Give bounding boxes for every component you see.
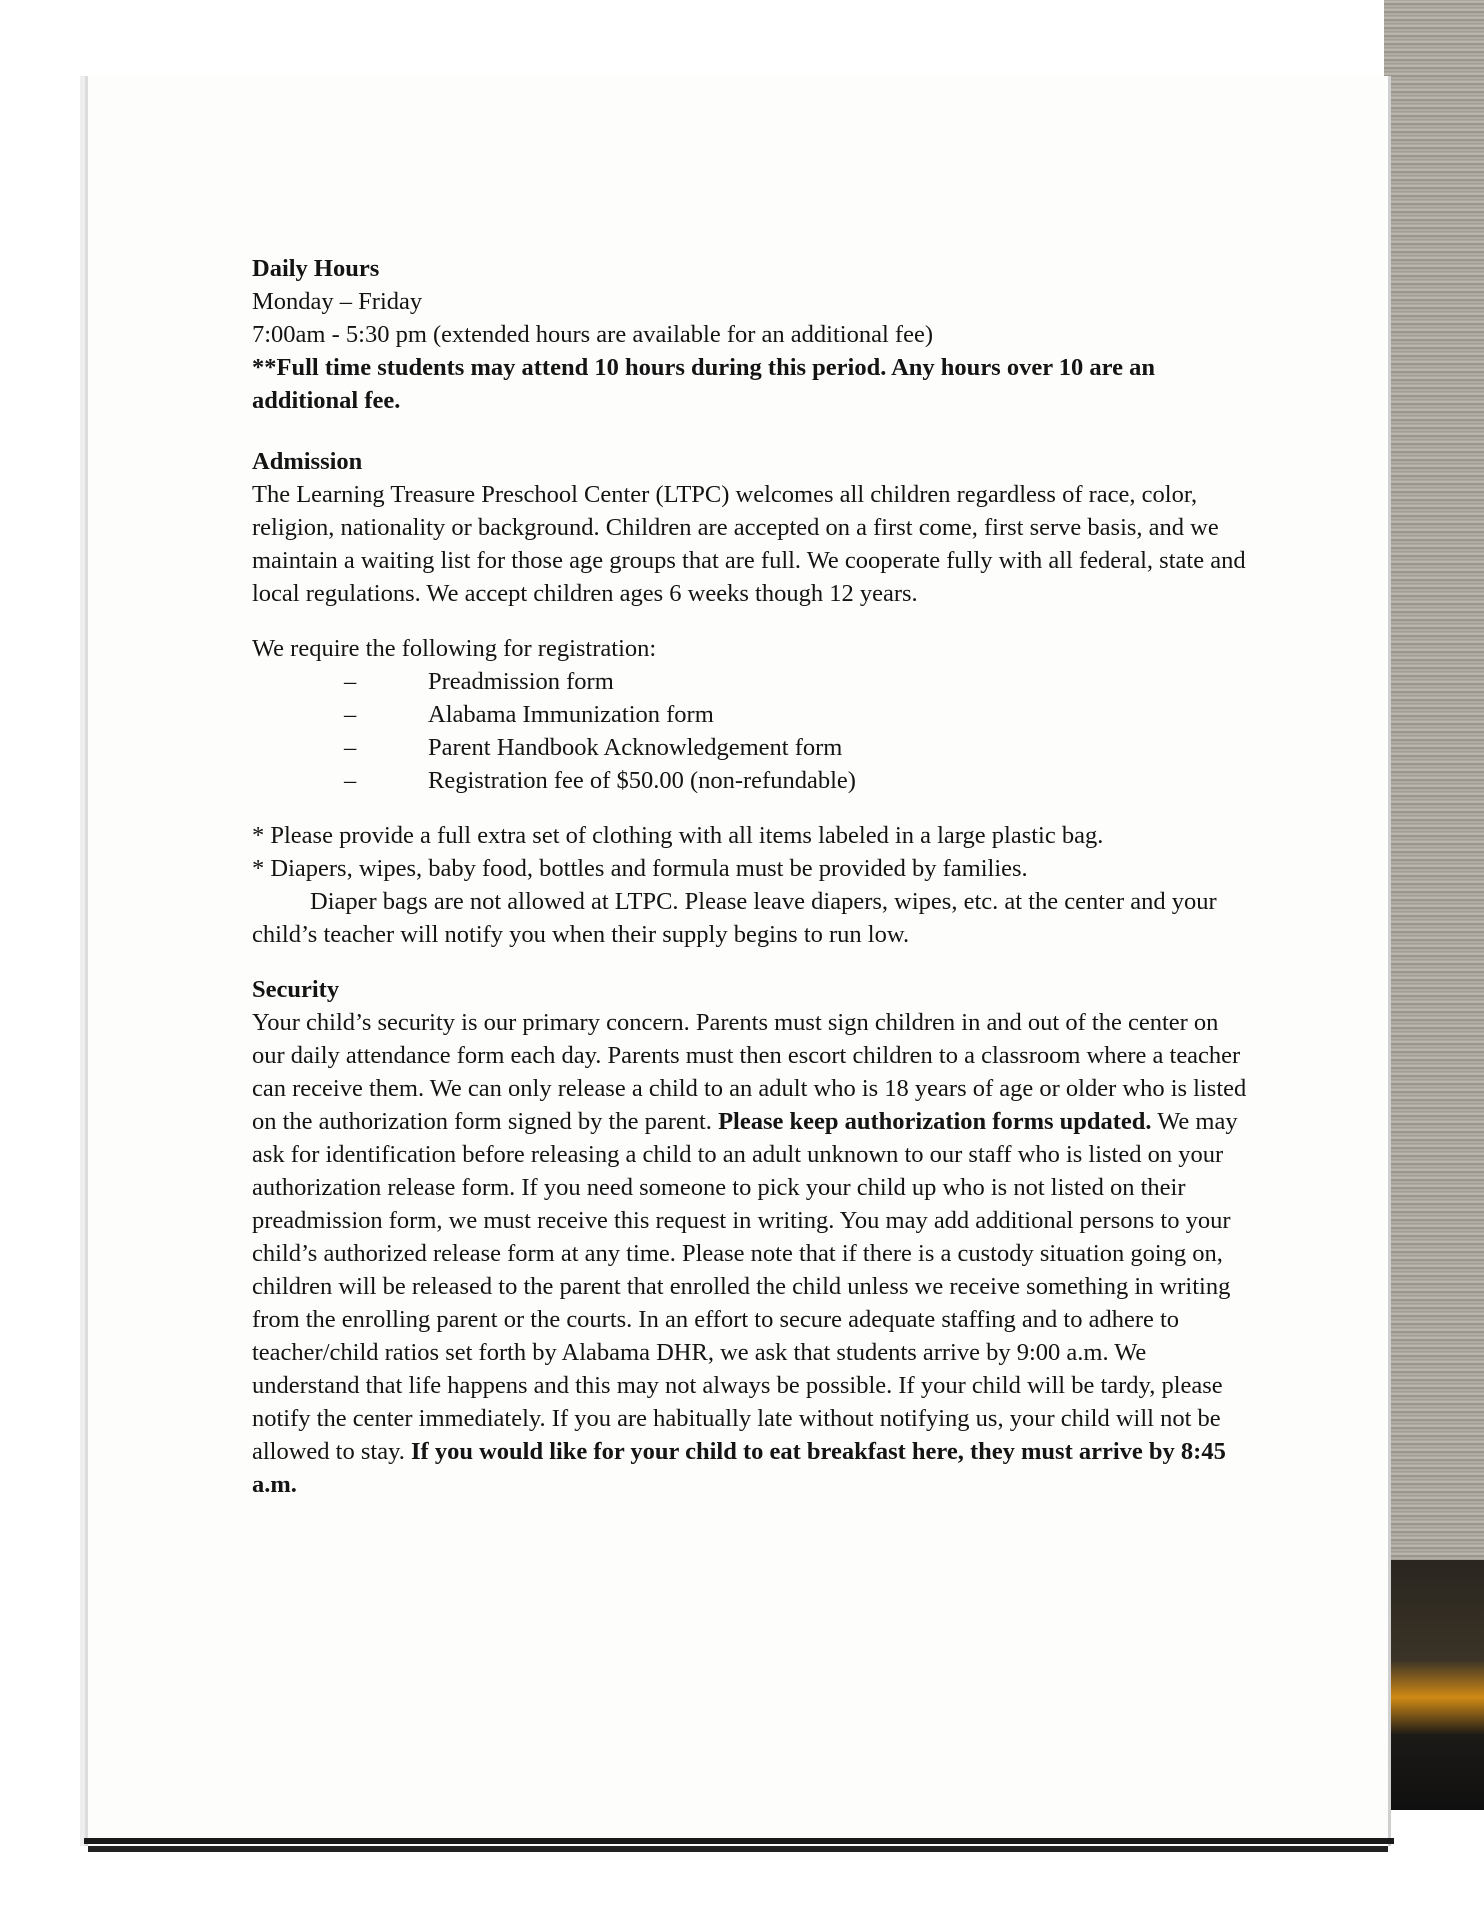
daily-hours-heading: Daily Hours	[252, 255, 380, 282]
daily-hours-section	[252, 252, 1252, 417]
security-text-part2: We may ask for identification before releasing a child to an adult unknown to our staff who is listed on your authorization release form. If you need someone to pick your child up who is not listed on their preadmission form, we must receive this request in writing. You may add additional persons to your child’s authorized release form at any time. Please note that if there is a custody situation going on, children will be released to the parent that enrolled the child unless we receive something in writing from the enrolling parent or the courts. In an effort to secure adequate staffing and to adhere to teacher/child ratios set forth by Alabama DHR, we ask that students arrive by 9:00 a.m. We understand that life happens and this may not always be possible. If your child will be tardy, please notify the center immediately. If you are habitually late without notifying us, your child will not be allowed to stay.	[252, 1108, 1238, 1465]
requirement-text: Registration fee of $50.00 (non-refundable)	[428, 767, 856, 794]
list-item	[252, 764, 1252, 797]
security-section	[252, 973, 1252, 1501]
admission-section	[252, 445, 1252, 951]
dash-marker: –	[344, 701, 357, 728]
requirement-text: Alabama Immunization form	[428, 701, 714, 728]
document-body	[252, 252, 1252, 1501]
note-clothing: * Please provide a full extra set of clothing with all items labeled in a large plastic bag.	[252, 822, 1104, 849]
security-text-part1: Your child’s security is our primary concern. Parents must sign children in and out of the center on our daily attendance form each day. Parents must then escort children to a classroom where a teacher can receive them. We can only release a child to an adult who is 18 years of age or older who is listed on the authorization form signed by the parent.	[252, 1009, 1247, 1135]
requirements-intro: We require the following for registration:	[252, 635, 657, 662]
dash-marker: –	[344, 767, 357, 794]
requirements-list	[252, 665, 1252, 797]
daily-hours-note: **Full time students may attend 10 hours during this period. Any hours over 10 are an additional fee.	[252, 354, 1155, 414]
requirement-text: Parent Handbook Acknowledgement form	[428, 734, 843, 761]
scan-background-left	[0, 0, 88, 1920]
daily-hours-days: Monday – Friday	[252, 288, 423, 315]
daily-hours-times: 7:00am - 5:30 pm (extended hours are available for an additional fee)	[252, 321, 933, 348]
list-item	[252, 698, 1252, 731]
note-diaper-bags: Diaper bags are not allowed at LTPC. Please leave diapers, wipes, etc. at the center and your child’s teacher will notify you when their supply begins to run low.	[252, 888, 1217, 948]
note-diapers: * Diapers, wipes, baby food, bottles and formula must be provided by families.	[252, 855, 1028, 882]
list-item	[252, 731, 1252, 764]
scan-background-object	[1384, 1560, 1484, 1810]
dash-marker: –	[344, 668, 357, 695]
security-emphasis-breakfast: If you would like for your child to eat breakfast here, they must arrive by 8:45 a.m.	[252, 1438, 1226, 1498]
admission-heading: Admission	[252, 448, 363, 475]
admission-paragraph: The Learning Treasure Preschool Center (LTPC) welcomes all children regardless of race, color, religion, nationality or background. Children are accepted on a first come, first serve basis, and we maintain a waiting list for those age groups that are full. We cooperate fully with all federal, state and local regulations. We accept children ages 6 weeks though 12 years.	[252, 481, 1246, 607]
security-emphasis-authorization: Please keep authorization forms updated.	[718, 1108, 1152, 1135]
dash-marker: –	[344, 734, 357, 761]
security-paragraph	[252, 1006, 1252, 1501]
paper-bottom-shadow	[84, 1838, 1394, 1844]
list-item	[252, 665, 1252, 698]
security-heading: Security	[252, 976, 340, 1003]
requirement-text: Preadmission form	[428, 668, 614, 695]
